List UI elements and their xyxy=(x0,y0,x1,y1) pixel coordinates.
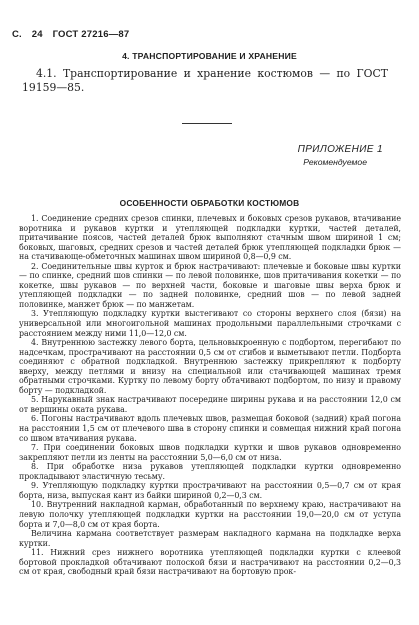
running-header xyxy=(12,29,136,40)
body-text xyxy=(19,214,401,577)
paragraph-10: 10. Внутренний накладной карман, обработанный по верхнему краю, настрачивают на левую полочку утепляющей подкладки куртки на расстоянии 19,0—20,0 см от уступа борта и 7,0—8,0 см от края борта. xyxy=(19,500,401,529)
paragraph-1: 1. Соединение средних срезов спинки, плечевых и боковых срезов рукавов, втачивание воротника и рукавов куртки и утепляющей подкладки куртки, частей деталей, притачивание поясов, частей деталей брюк выполняют стачным швом шириной 1 см; боковых, шаговых, средних срезов и частей деталей брюк утепляющей подкладки брюк — на стачивающе-обметочных машинах швом шириной 0,8—0,9 см. xyxy=(19,214,401,262)
separator-rule xyxy=(182,123,232,124)
section-heading: 4. ТРАНСПОРТИРОВАНИЕ И ХРАНЕНИЕ xyxy=(122,51,297,61)
paragraph-pocket-note: Величина кармана соответствует размерам накладного кармана на подкладке верха куртки. xyxy=(19,529,401,548)
standard-code: ГОСТ 27216—87 xyxy=(52,29,130,40)
paragraph-8: 8. При обработке низа рукавов утепляющей подкладки куртки одновременно прокладывают эластичную тесьму. xyxy=(19,462,401,481)
appendix-title: ПРИЛОЖЕНИЕ 1 xyxy=(297,144,383,155)
paragraph-2: 2. Соединительные швы курток и брюк настрачивают: плечевые и боковые швы куртки — по спинке, средний шов спинки — по левой половинке, шов притачивания кокетки — по кокетке, швы рукавов — по верхней части, боковые и шаговые швы верха брюк и утепляющей подкладки — по задней половинке, средний шов — по левой задней половинке, манжет брюк — по манжетам. xyxy=(19,261,401,309)
paragraph-11: 11. Нижний срез нижнего воротника утепляющей подкладки куртки с клеевой бортовой прокладкой обтачивают полоской бязи и настрачивают на расстоянии 0,2—0,3 см от края, свободный край бязи настрачивают на бортовую прок- xyxy=(19,548,401,577)
paragraph-5: 5. Нарукавный знак настрачивают посередине ширины рукава и на расстоянии 12,0 см от вершины оката рукава. xyxy=(19,395,401,414)
appendix-subtitle: Рекомендуемое xyxy=(303,157,367,167)
paragraph-9: 9. Утепляющую подкладку куртки прострачивают на расстоянии 0,5—0,7 см от края борта, низа, выпуская кант из байки шириной 0,2—0,3 см. xyxy=(19,481,401,500)
page-number: 24 xyxy=(31,29,43,40)
paragraph-3: 3. Утепляющую подкладку куртки выстегивают со стороны верхнего слоя (бязи) на универсальной или многоигольной машинах продольными параллельными строчками с расстоянием между ними 11,0—12,0 см. xyxy=(19,309,401,338)
paragraph-7: 7. При соединении боковых швов подкладки куртки и швов рукавов одновременно закрепляют петли из ленты на расстоянии 5,0—6,0 см от низа. xyxy=(19,443,401,462)
paragraph-4: 4. Внутреннюю застежку левого борта, цельновыкроенную с подбортом, перегибают по надсечкам, прострачивают на расстоянии 0,5 см от сгибов и выметывают петли. Подборта соединяют с обратной подкладкой. Внутреннюю застежку прикрепляют к подборту вверху, между петлями и внизу на специальной или стачивающей машинах тремя обратными строчками. Куртку по левому борту обтачивают подбортом, по низу и правому борту — подкладкой. xyxy=(19,338,401,395)
page-letter: С. xyxy=(12,29,22,40)
appendix-block xyxy=(298,144,383,167)
paragraph-6: 6. Погоны настрачивают вдоль плечевых швов, размещая боковой (задний) край погона на расстоянии 1,5 см от плечевого шва в сторону спинки и совмещая нижний край погона со швом втачивания рукава. xyxy=(19,414,401,443)
document-title: ОСОБЕННОСТИ ОБРАБОТКИ КОСТЮМОВ xyxy=(119,198,300,208)
intro-paragraph: 4.1. Транспортирование и хранение костюмов — по ГОСТ 19159—85. xyxy=(22,67,388,94)
